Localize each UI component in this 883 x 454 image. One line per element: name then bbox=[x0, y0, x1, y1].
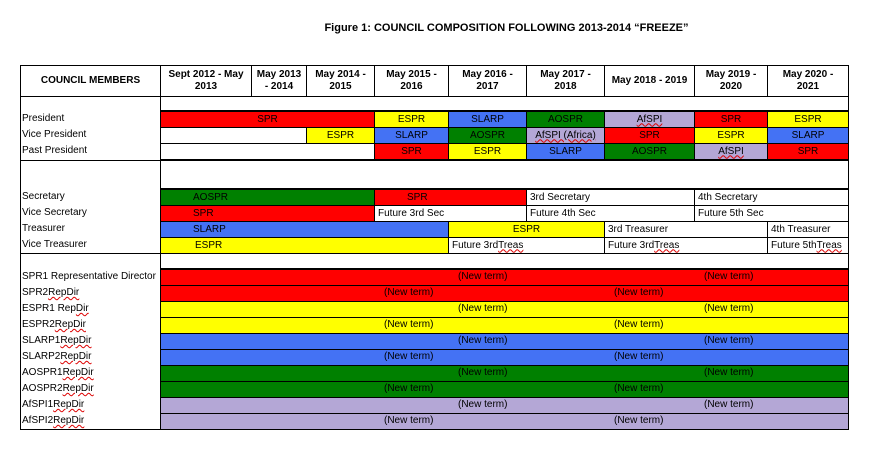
term-cell: ESPR bbox=[767, 111, 849, 128]
members-column-border bbox=[160, 65, 161, 430]
council-member-label: Vice Treasurer bbox=[22, 239, 87, 250]
council-member-label: SLARP1 RepDir bbox=[22, 335, 92, 346]
term-cell: AOSPR bbox=[526, 111, 605, 128]
new-term-label: (New term) bbox=[458, 367, 508, 378]
term-cell: SPR bbox=[694, 111, 768, 128]
term-cell bbox=[160, 349, 849, 366]
council-member-label: ESPR1 Rep Dir bbox=[22, 303, 89, 314]
term-cell bbox=[160, 413, 849, 430]
new-term-label: (New term) bbox=[458, 303, 508, 314]
council-member-label: ESPR2 RepDir bbox=[22, 319, 86, 330]
new-term-label: (New term) bbox=[384, 415, 434, 426]
term-cell: Future 4th Sec bbox=[526, 205, 695, 222]
period-column-header: May 2016 - 2017 bbox=[448, 65, 526, 96]
term-cell: 3rd Treasurer bbox=[604, 221, 768, 238]
council-member-label: AfSPI1 RepDir bbox=[22, 399, 85, 410]
term-cell: AOSPR bbox=[160, 189, 375, 206]
group-divider bbox=[20, 160, 848, 161]
period-column-header: May 2019 - 2020 bbox=[694, 65, 767, 96]
term-cell: 3rd Secretary bbox=[526, 189, 695, 206]
new-term-label: (New term) bbox=[384, 383, 434, 394]
term-cell: ESPR bbox=[160, 237, 449, 254]
term-cell: ESPR bbox=[306, 127, 375, 144]
new-term-label: (New term) bbox=[614, 287, 664, 298]
council-member-label: Treasurer bbox=[22, 223, 65, 234]
council-member-label: AOSPR1 RepDir bbox=[22, 367, 94, 378]
term-cell: SPR bbox=[767, 143, 849, 160]
term-cell: SLARP bbox=[767, 127, 849, 144]
new-term-label: (New term) bbox=[614, 383, 664, 394]
table-right-border bbox=[848, 65, 849, 430]
term-cell: ESPR bbox=[448, 221, 605, 238]
new-term-label: (New term) bbox=[614, 319, 664, 330]
term-cell: AfSPI bbox=[604, 111, 695, 128]
new-term-label: (New term) bbox=[614, 351, 664, 362]
term-cell: ESPR bbox=[694, 127, 768, 144]
term-cell: Future 3rd Treas bbox=[448, 237, 605, 254]
period-column-header: May 2018 - 2019 bbox=[604, 65, 694, 96]
table-left-border bbox=[20, 65, 21, 430]
term-cell: 4th Secretary bbox=[694, 189, 849, 206]
term-cell: Future 3rd Treas bbox=[604, 237, 768, 254]
table-top-border bbox=[20, 65, 849, 66]
term-cell: 4th Treasurer bbox=[767, 221, 849, 238]
group-divider bbox=[20, 253, 848, 254]
term-cell: SLARP bbox=[374, 127, 449, 144]
members-column-header: COUNCIL MEMBERS bbox=[20, 65, 160, 96]
new-term-label: (New term) bbox=[704, 367, 754, 378]
term-cell: SPR bbox=[374, 143, 449, 160]
term-cell: SLARP bbox=[526, 143, 605, 160]
term-cell: AOSPR bbox=[604, 143, 695, 160]
term-cell bbox=[160, 143, 375, 160]
council-member-label: President bbox=[22, 113, 65, 124]
term-cell: SPR bbox=[160, 111, 375, 128]
council-member-label: AOSPR2 RepDir bbox=[22, 383, 94, 394]
term-cell bbox=[160, 127, 307, 144]
new-term-label: (New term) bbox=[704, 303, 754, 314]
new-term-label: (New term) bbox=[458, 399, 508, 410]
term-cell: ESPR bbox=[448, 143, 527, 160]
period-column-header: Sept 2012 - May 2013 bbox=[160, 65, 251, 96]
period-column-header: May 2014 - 2015 bbox=[306, 65, 374, 96]
new-term-label: (New term) bbox=[384, 319, 434, 330]
term-cell: SLARP bbox=[160, 221, 449, 238]
council-member-label: SLARP2 RepDir bbox=[22, 351, 92, 362]
group-divider bbox=[20, 96, 848, 97]
term-cell: AOSPR bbox=[448, 127, 527, 144]
term-cell: AfSPI bbox=[694, 143, 768, 160]
new-term-label: (New term) bbox=[384, 287, 434, 298]
term-cell bbox=[160, 317, 849, 334]
table-bottom-border bbox=[20, 429, 849, 430]
term-cell: SPR bbox=[604, 127, 695, 144]
term-cell: Future 5th Sec bbox=[694, 205, 849, 222]
council-member-label: AfSPI2 RepDir bbox=[22, 415, 85, 426]
council-member-label: Vice Secretary bbox=[22, 207, 87, 218]
new-term-label: (New term) bbox=[704, 335, 754, 346]
new-term-label: (New term) bbox=[704, 399, 754, 410]
council-member-label: Vice President bbox=[22, 129, 87, 140]
term-cell: Future 3rd Sec bbox=[374, 205, 527, 222]
term-cell bbox=[160, 381, 849, 398]
new-term-label: (New term) bbox=[384, 351, 434, 362]
council-member-label: SPR1 Representative Director bbox=[22, 271, 156, 282]
period-column-header: May 2017 - 2018 bbox=[526, 65, 604, 96]
period-column-header: May 2020 - 2021 bbox=[767, 65, 848, 96]
period-column-header: May 2015 - 2016 bbox=[374, 65, 448, 96]
term-cell: SPR bbox=[160, 205, 375, 222]
term-cell bbox=[160, 285, 849, 302]
term-cell: ESPR bbox=[374, 111, 449, 128]
period-column-header: May 2013 - 2014 bbox=[251, 65, 306, 96]
term-cell: SLARP bbox=[448, 111, 527, 128]
council-member-label: SPR2 RepDir bbox=[22, 287, 80, 298]
term-cell: SPR bbox=[374, 189, 527, 206]
term-cell: AfSPI (Africa) bbox=[526, 127, 605, 144]
new-term-label: (New term) bbox=[458, 335, 508, 346]
new-term-label: (New term) bbox=[704, 271, 754, 282]
council-member-label: Past President bbox=[22, 145, 88, 156]
figure-title: Figure 1: COUNCIL COMPOSITION FOLLOWING 2013-2014 “FREEZE” bbox=[324, 22, 689, 34]
new-term-label: (New term) bbox=[614, 415, 664, 426]
new-term-label: (New term) bbox=[458, 271, 508, 282]
council-member-label: Secretary bbox=[22, 191, 65, 202]
term-cell: Future 5th Treas bbox=[767, 237, 849, 254]
